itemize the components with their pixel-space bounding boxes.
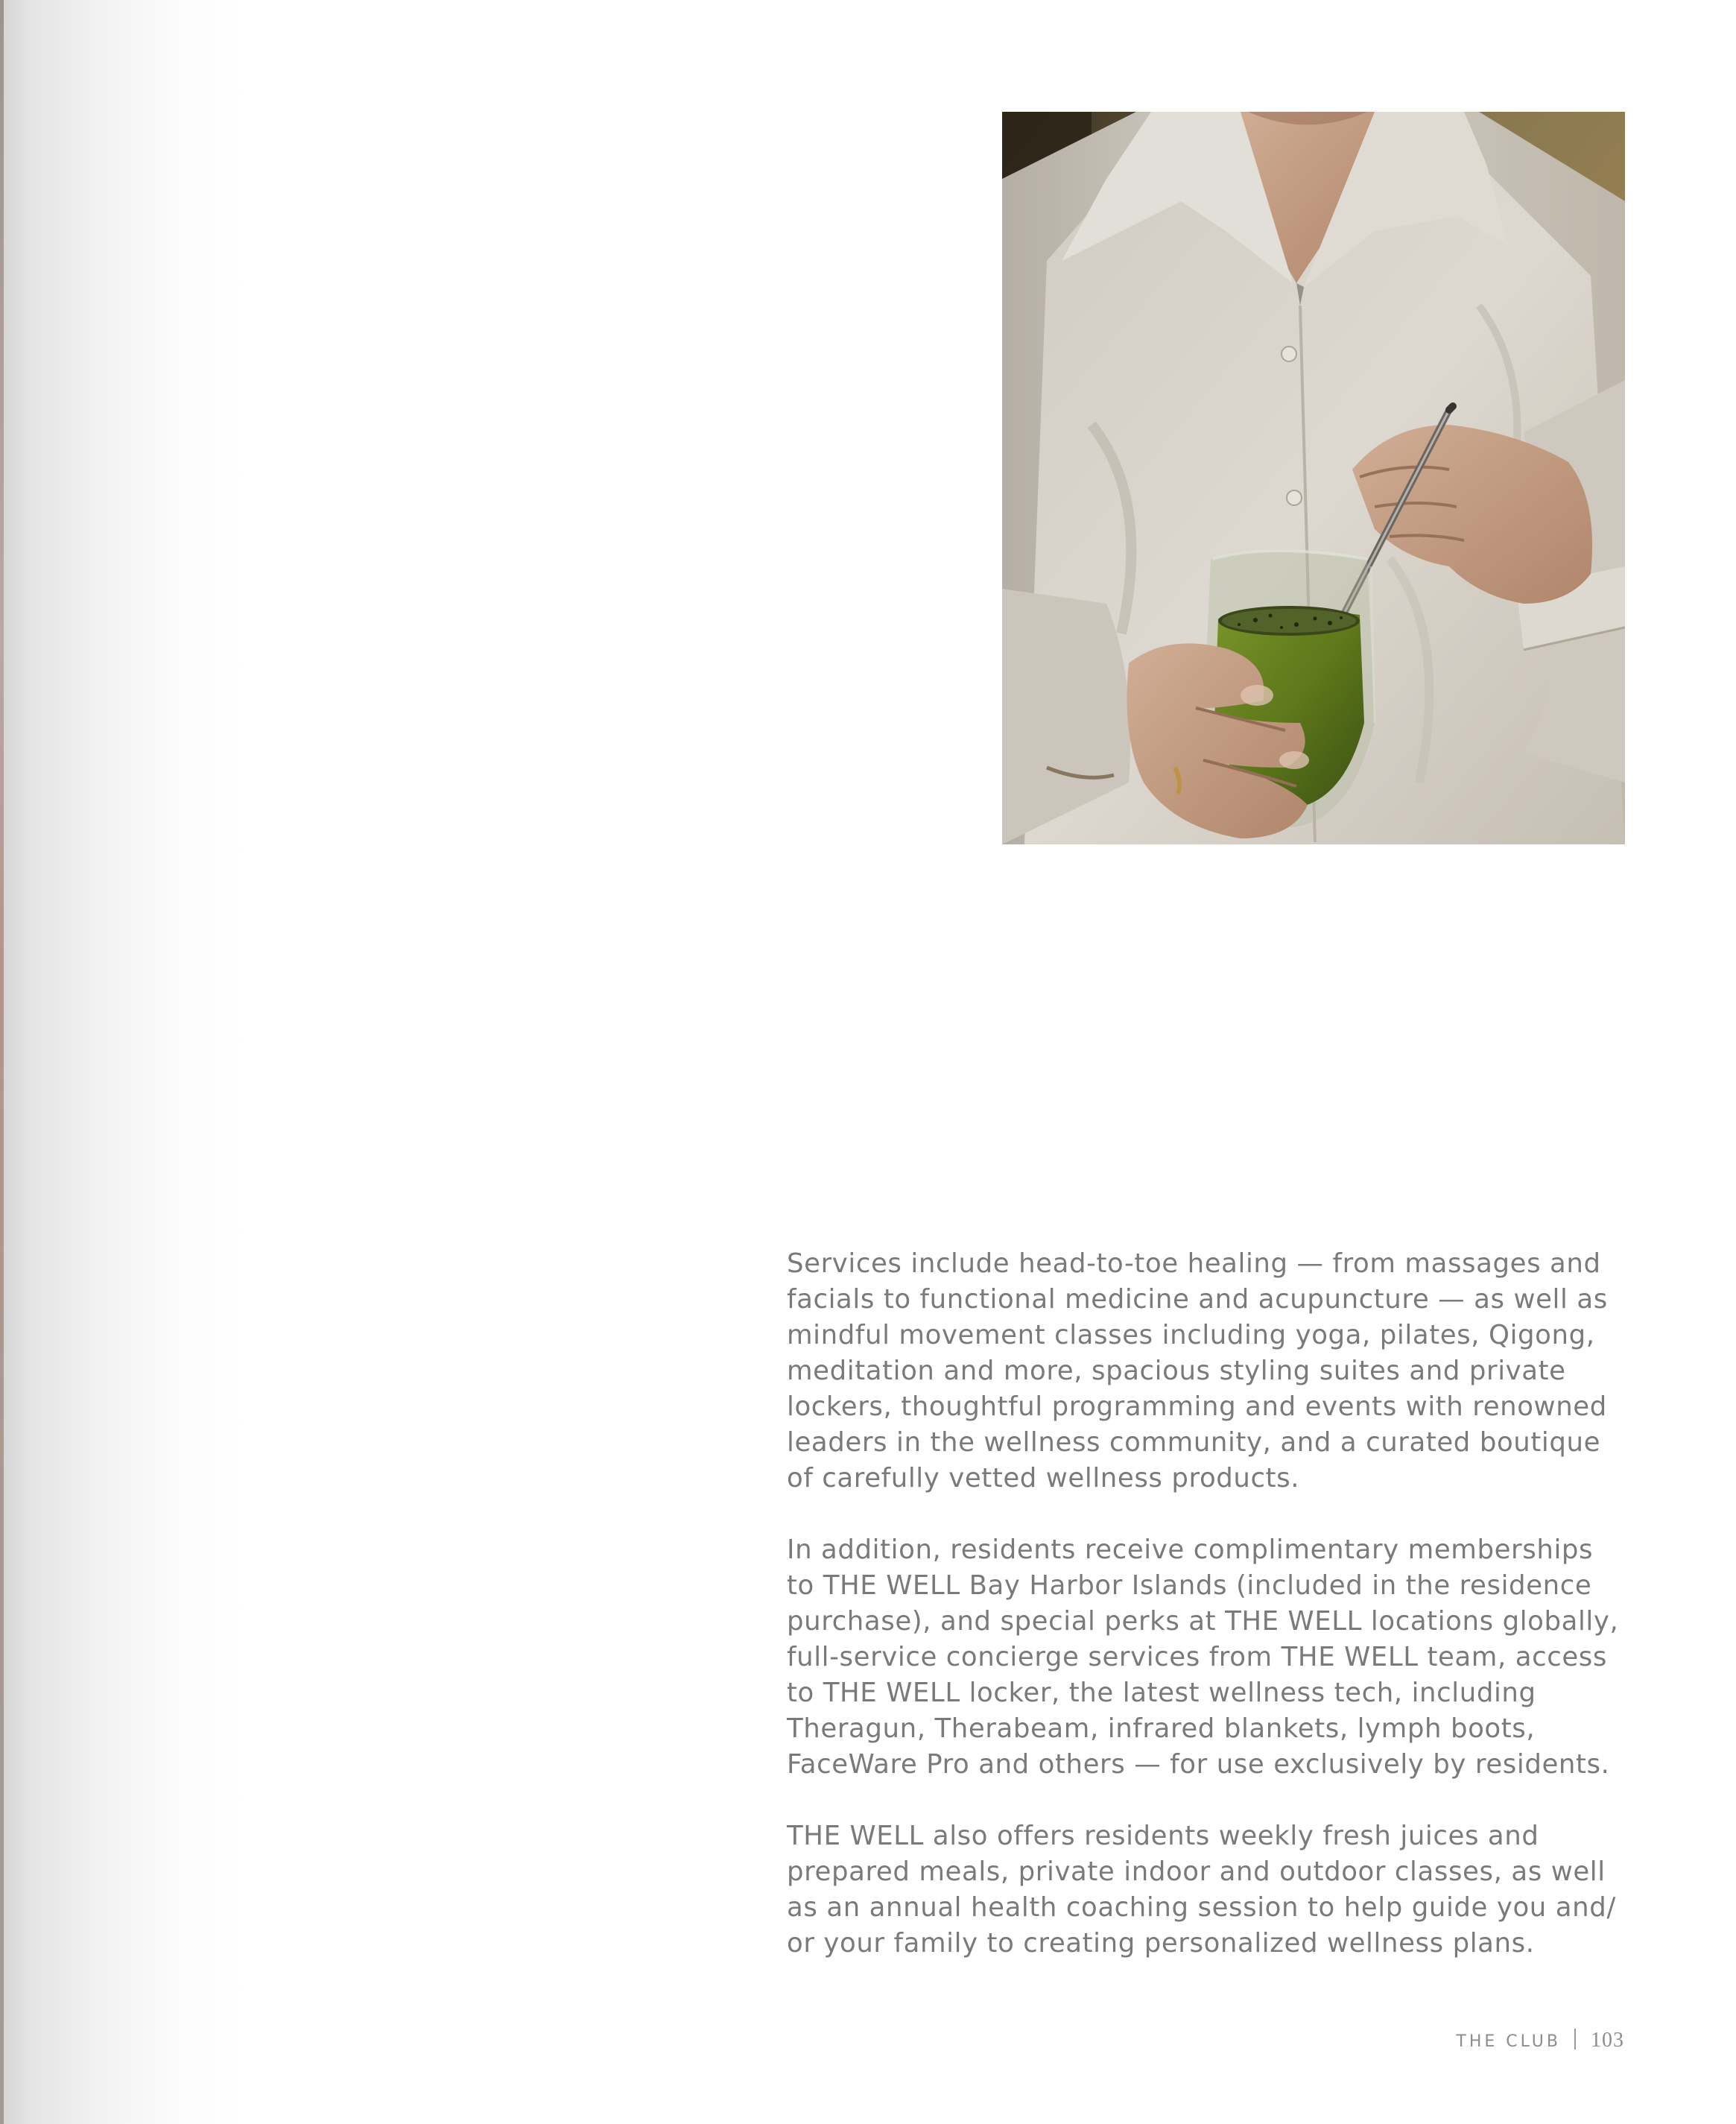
text-line: of carefully vetted wellness products. — [787, 1463, 1300, 1494]
paragraph-services — [787, 1246, 1629, 1496]
text-line: to THE WELL Bay Harbor Islands (included in the residence — [787, 1570, 1592, 1601]
text-line: or your family to creating personalized wellness plans. — [787, 1928, 1535, 1959]
body-copy — [787, 1246, 1629, 1997]
text-line: leaders in the wellness community, and a curated boutique — [787, 1427, 1601, 1458]
text-line: Services include head-to-toe healing — from massages and — [787, 1248, 1601, 1279]
text-line: In addition, residents receive complimentary memberships — [787, 1534, 1594, 1565]
paragraph-memberships — [787, 1532, 1629, 1783]
text-line: to THE WELL locker, the latest wellness tech, including — [787, 1678, 1536, 1708]
text-line: FaceWare Pro and others — for use exclusively by residents. — [787, 1749, 1610, 1780]
page-number: 103 — [1591, 2029, 1624, 2052]
page-footer — [1456, 2026, 1624, 2052]
text-line: mindful movement classes including yoga, pilates, Qigong, — [787, 1320, 1595, 1350]
footer-section-title: THE CLUB — [1456, 2032, 1561, 2051]
text-line: as an annual health coaching session to help guide you and/ — [787, 1892, 1616, 1923]
paragraph-juices-meals — [787, 1818, 1629, 1962]
text-line: prepared meals, private indoor and outdoor classes, as well — [787, 1856, 1606, 1887]
text-line: meditation and more, spacious styling suites and private — [787, 1356, 1566, 1386]
text-line: THE WELL also offers residents weekly fresh juices and — [787, 1821, 1539, 1851]
binding-gutter-shadow — [0, 0, 246, 2124]
footer-divider — [1574, 2029, 1576, 2049]
text-line: facials to functional medicine and acupuncture — as well as — [787, 1284, 1608, 1315]
text-line: full-service concierge services from THE WELL team, access — [787, 1642, 1607, 1672]
text-line: purchase), and special perks at THE WELL locations globally, — [787, 1606, 1619, 1637]
binding-gutter-edge — [0, 0, 4, 2124]
smoothie-photo — [1002, 112, 1625, 844]
text-line: lockers, thoughtful programming and events with renowned — [787, 1391, 1607, 1422]
text-line: Theragun, Therabeam, infrared blankets, lymph boots, — [787, 1713, 1536, 1744]
